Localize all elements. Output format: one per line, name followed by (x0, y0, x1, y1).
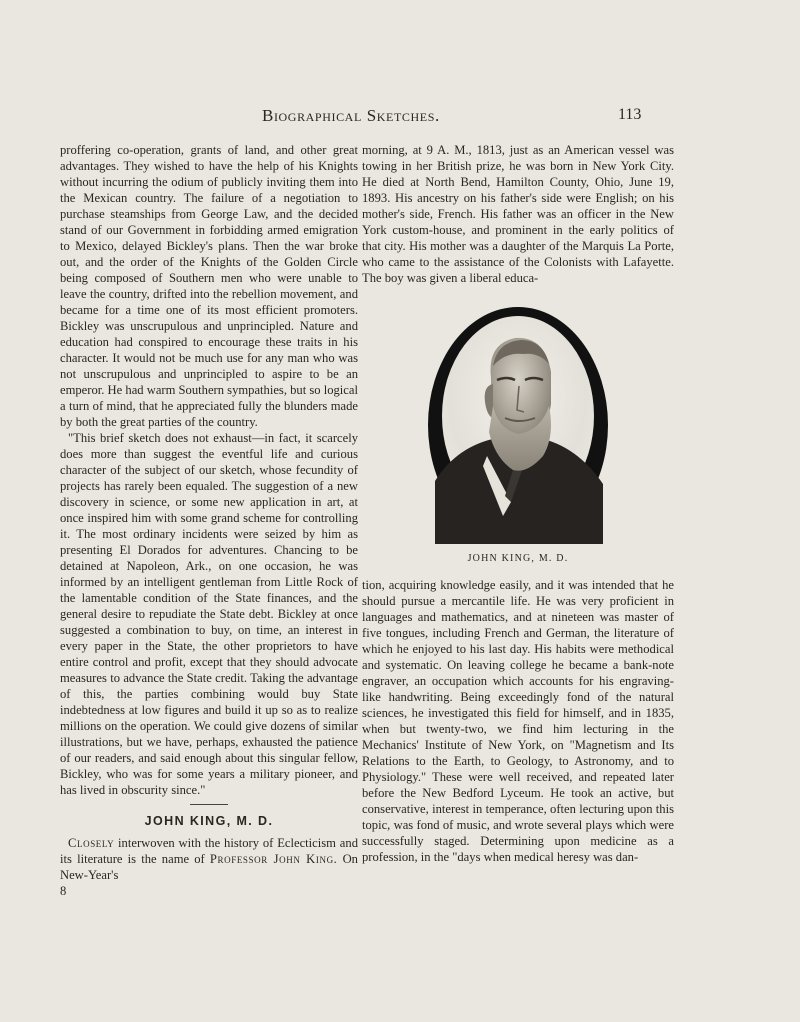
page-header (0, 106, 800, 130)
section-divider (190, 804, 228, 805)
paragraph (60, 835, 358, 883)
signature-mark: 8 (60, 884, 67, 898)
portrait-photo (427, 306, 609, 544)
section-heading: JOHN KING, M. D. (144, 814, 274, 828)
paragraph: "This brief sketch does not exhaust—in fact, it scarcely does more than suggest the eventful life and curious character of the subject of our sketch, whose fecundity of projects has rarely been equaled. The suggestion of a new discovery in science, or some new application in art, at once inspired him with some grand scheme for controlling it. The most ordinary incidents were seized by him as presenting El Dorados for adventures. Chancing to be detained at Napoleon, Ark., on one occasion, he was informed by an intelligent gentleman from Little Rock of the lamentable condition of the State finances, and the general desire to repudiate the State debt. Bickley at once suggested a combination to buy, on time, an interest in every paper in the State, the other proprietors to have entire control and profit, except that they should advocate measures to advance the State credit. Taking the advantage of this, the parties combining would buy State indebtedness at low figures and build it up so as to realize millions on the operation. We could give dozens of similar illustrations, but we have, perhaps, exhausted the patience of our readers, and said enough about this singular fellow, Bickley, who was for some years a military pioneer, and has lived in obscurity since." (60, 431, 358, 797)
paragraph: proffering co-operation, grants of land, and other great advantages. They wished to have the help of his Knights without incurring the odium of publicly inviting them into the Mexican country. The failure of a negotiation to purchase steamships from George Law, and the decided stand of our Government in forbidding armed emigration to Mexico, delayed Bickley's plans. Then the war broke out, and the order of the Knights of the Golden Circle being composed of Southern men who were unable to leave the country, drifted into the rebellion movement, and became for a time one of its most efficient promoters. Bickley was unscrupulous and unprincipled. Nature and education had conspired to encourage these traits in his character. It would not be much use for any man who was not unscrupulous and unprincipled to aspire to be an emperor. He had warm Southern sympathies, but so logical a turn of mind, that he appreciated fully the blunders made by both the great parties of the country. (60, 143, 358, 429)
page-number: 113 (618, 106, 642, 123)
portrait-image (427, 306, 609, 544)
lead-word: Closely (68, 836, 115, 850)
portrait-caption: JOHN KING, M. D. (467, 553, 569, 564)
right-column (362, 142, 674, 865)
running-head: Biographical Sketches. (262, 106, 440, 125)
paragraph-text: interwoven with the history of Eclecticism and its literature is the name of (60, 836, 358, 866)
paragraph: tion, acquiring knowledge easily, and it was intended that he should pursue a mercantile life. He was very proficient in languages and mathematics, and at nineteen was master of five tongues, including French and German, the literature of which he enjoyed to his last day. His habits were methodical and systematic. On leaving college he became a bank-note engraver, an occupation which accounts for his engraving-like handwriting. Being exceedingly fond of the natural sciences, he investigated this field for himself, and in 1835, when but twenty-two, we find him lecturing in the Mechanics' Institute of New York, on "Magnetism and Its Relations to the Earth, to Geology, to Astronomy, and to Physiology." These were well received, and repeated later before the New Bedford Lyceum. He took an active, but conservative, interest in temperance, often lecturing upon this topic, was fond of music, and wrote several plays which were successfully staged. Determining upon medicine as a profession, in the "days when medical heresy was dan- (362, 578, 674, 864)
paragraph: morning, at 9 A. M., 1813, just as an American vessel was towing in her British prize, he was born in New York City. He died at North Bend, Hamilton County, Ohio, June 19, 1893. His ancestry on his father's side were English; on his mother's side, French. His father was an officer in the New York custom-house, and prominent in the early politics of that city. His mother was a daughter of the Marquis La Porte, who came to the assistance of the Colonists with Lafayette. The boy was given a liberal educa- (362, 143, 674, 285)
left-column (60, 142, 358, 899)
person-name: Professor John King. (209, 852, 338, 866)
paragraph-text: On New-Year's (60, 852, 358, 882)
